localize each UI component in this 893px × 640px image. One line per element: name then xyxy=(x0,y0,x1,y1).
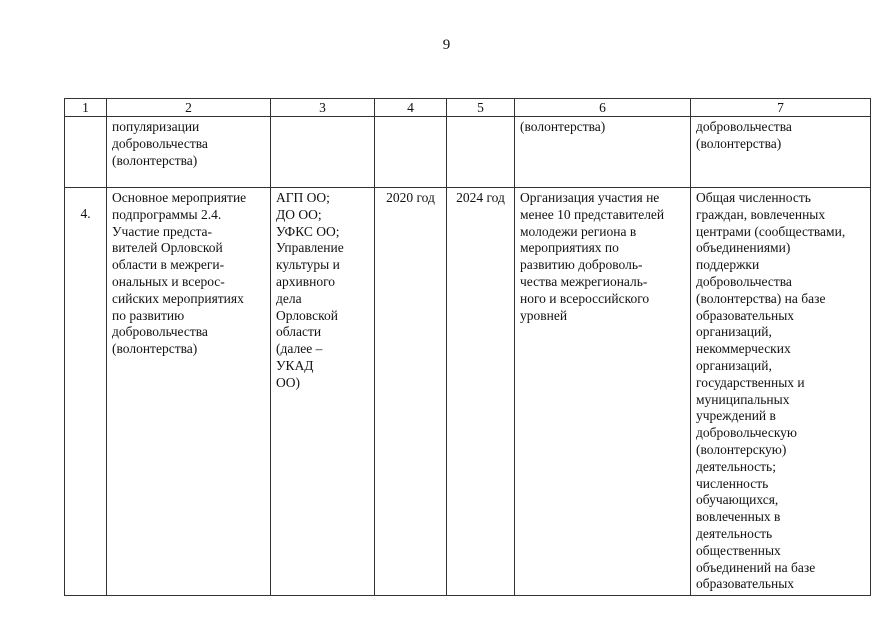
header-col-1: 1 xyxy=(65,99,107,117)
header-col-6: 6 xyxy=(515,99,691,117)
cell-number xyxy=(65,188,107,596)
table-row-continuation xyxy=(65,117,871,188)
cell-indicator: Общая численность граждан, вовлеченных центрами (сообществами, объединениями) поддержки добровольчества (волонтерства) на базе образовательных организаций, некоммерческих организаций, государственных и муниципальных учреждений в добровольческую (волонтерскую) деятельность; численность обучающихся, вовлеченных в деятельность общественных объединений на базе образовательных xyxy=(691,188,871,596)
row-number: 4. xyxy=(80,206,91,221)
header-col-4: 4 xyxy=(375,99,447,117)
cell-start-year xyxy=(375,117,447,188)
cell-number xyxy=(65,117,107,188)
cell-event-name: популяризации добровольчества (волонтерства) xyxy=(107,117,271,188)
table-row-4 xyxy=(65,188,871,596)
cell-expected-result: (волонтерства) xyxy=(515,117,691,188)
cell-event-name: Основное мероприятие подпрограммы 2.4. Участие предста- вителей Орловской области в межреги- ональных и всерос- сийских мероприятиях по развитию добровольчества (волонтерства) xyxy=(107,188,271,596)
cell-executors: АГП ОО; ДО ОО; УФКС ОО; Управление культуры и архивного дела Орловской области (далее – УКАД ОО) xyxy=(271,188,375,596)
program-table xyxy=(64,98,871,596)
header-col-5: 5 xyxy=(447,99,515,117)
page-number: 9 xyxy=(442,37,451,53)
cell-executors xyxy=(271,117,375,188)
cell-start-year: 2020 год xyxy=(375,188,447,596)
header-col-2: 2 xyxy=(107,99,271,117)
header-col-7: 7 xyxy=(691,99,871,117)
cell-end-year: 2024 год xyxy=(447,188,515,596)
header-row xyxy=(65,99,871,117)
cell-end-year xyxy=(447,117,515,188)
header-col-3: 3 xyxy=(271,99,375,117)
cell-indicator: добровольчества (волонтерства) xyxy=(691,117,871,188)
cell-expected-result: Организация участия не менее 10 представителей молодежи региона в мероприятиях по развитию доброволь- чества межрегиональ- ного и всероссийского уровней xyxy=(515,188,691,596)
